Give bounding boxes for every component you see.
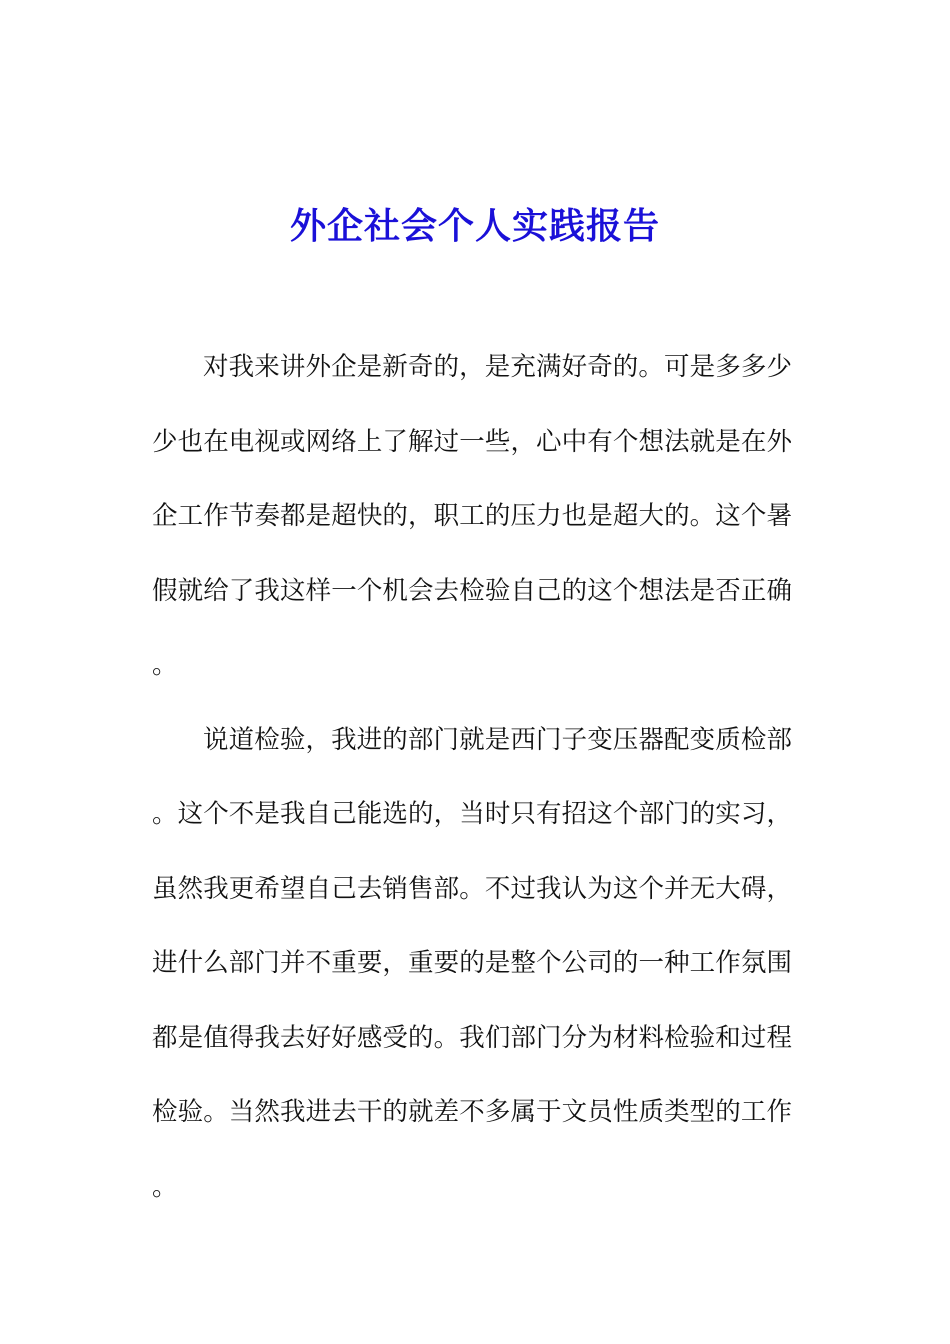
document-title: 外企社会个人实践报告 — [289, 205, 660, 248]
document-body — [152, 330, 792, 1224]
paragraph-1: 对我来讲外企是新奇的，是充满好奇的。可是多多少少也在电视或网络上了解过一些，心中有个想法就是在外企工作节奏都是超快的，职工的压力也是超大的。这个暑假就给了我这样一个机会去检验自己的这个想法是否正确。 — [152, 352, 792, 680]
paragraph-2: 说道检验，我进的部门就是西门子变压器配变质检部。这个不是我自己能选的，当时只有招这个部门的实习，虽然我更希望自己去销售部。不过我认为这个并无大碍，进什么部门并不重要，重要的是整个公司的一种工作氛围都是值得我去好好感受的。我们部门分为材料检验和过程检验。当然我进去干的就差不多属于文员性质类型的工作。 — [152, 724, 792, 1202]
